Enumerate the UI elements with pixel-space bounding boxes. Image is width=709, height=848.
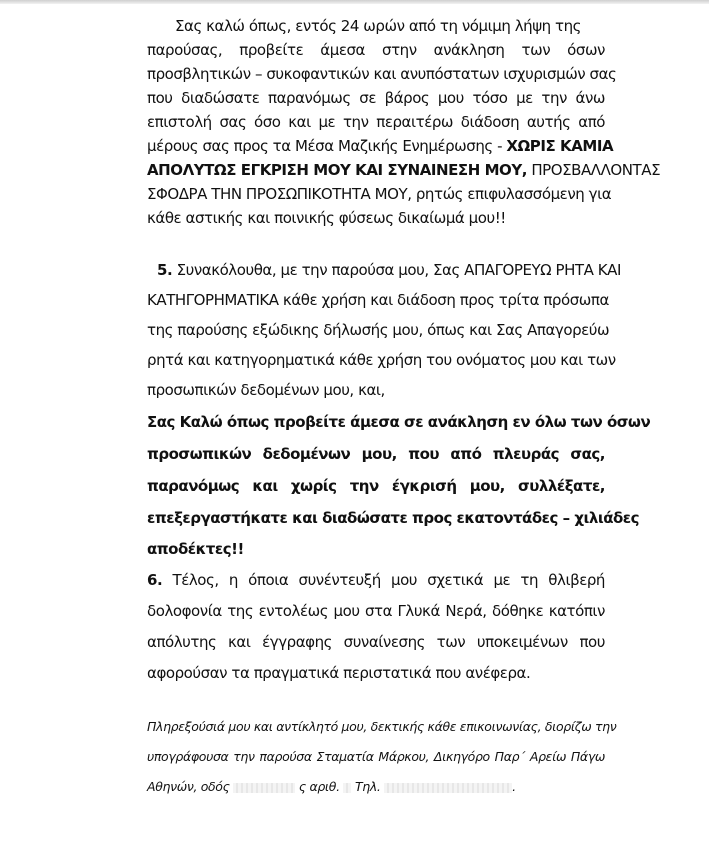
text-line [157, 261, 621, 279]
address-label: Αθηνών, οδός [147, 779, 230, 794]
number-label: ς αριθ. [298, 779, 340, 794]
section-number: 6. [147, 571, 163, 589]
redacted-phone [384, 783, 512, 793]
text-line [147, 137, 614, 155]
text-line [147, 779, 605, 794]
text-line: αποδέκτες!! [147, 540, 244, 558]
text-line: προσβλητικών – συκοφαντικών και ανυπόστατων ισχυρισμών σας [147, 65, 617, 83]
text-line: Σας καλώ όπως, εντός 24 ωρών από τη νόμιμη λήψη της [175, 17, 582, 35]
text-line: προσωπικών δεδομένων μου, και, [147, 381, 385, 399]
text-run: Τέλος, η όποια συνέντευξή μου σχετικά με τη θλιβερή [162, 571, 605, 589]
text-line: αφορούσαν τα πραγματικά περιστατικά που ανέφερα. [147, 664, 531, 682]
text-line: απόλυτης και έγγραφης συναίνεσης των υποκειμένων που [147, 633, 605, 651]
phone-label: Τηλ. [354, 779, 381, 794]
text-line: παρούσας, προβείτε άμεσα στην ανάκληση των όσων [147, 41, 605, 59]
text-line: υπογράφουσα την παρούσα Σταματία Μάρκου, Δικηγόρο Παρ΄ Αρείω Πάγω [147, 749, 605, 764]
bold-text-run: ΧΩΡΙΣ ΚΑΜΙΑ [506, 137, 614, 155]
section-number: 5. [157, 261, 173, 279]
top-edge-shadow [0, 0, 709, 4]
text-run: ΠΡΟΣΒΑΛΛΟΝΤΑΣ [527, 161, 661, 179]
text-run: μέρους σας προς τα Μέσα Μαζικής Ενημέρωσης - [147, 137, 507, 155]
text-line: δολοφονία της εντολέως μου στα Γλυκά Νερά, δόθηκε κατόπιν [147, 602, 605, 620]
text-line: Σας Καλώ όπως προβείτε άμεσα σε ανάκληση εν όλω των όσων [147, 413, 651, 431]
text-run: Συνακόλουθα, με την παρούσα μου, Σας ΑΠΑΓΟΡΕΥΩ ΡΗΤΑ ΚΑΙ [172, 261, 621, 279]
text-line [147, 161, 661, 179]
line-end-period: . [512, 779, 516, 794]
text-line: της παρούσης εξώδικης δήλωσής μου, όπως και Σας Απαγορεύω [147, 321, 610, 339]
text-line: επεξεργαστήκατε και διαδώσατε προς εκατοντάδες – χιλιάδες [147, 509, 640, 527]
redacted-number [343, 783, 351, 793]
text-line: Πληρεξούσιά μου και αντίκλητό μου, δεκτικής κάθε επικοινωνίας, διορίζω την [147, 719, 617, 734]
text-line: κάθε αστικής και ποινικής φύσεως δικαίωμά μου!! [147, 209, 506, 227]
redacted-street [233, 783, 295, 793]
bold-text-run: ΑΠΟΛΥΤΩΣ ΕΓΚΡΙΣΗ ΜΟΥ ΚΑΙ ΣΥΝΑΙΝΕΣΗ ΜΟΥ, [147, 161, 528, 179]
text-line: που διαδώσατε παρανόμως σε βάρος μου τόσο με την άνω [147, 89, 605, 107]
text-line: ΣΦΟΔΡΑ ΤΗΝ ΠΡΟΣΩΠΙΚΟΤΗΤΑ ΜΟΥ, ρητώς επιφυλασσόμενη για [147, 185, 612, 203]
text-line: προσωπικών δεδομένων μου, που από πλευράς σας, [147, 445, 605, 463]
text-line: ρητά και κατηγορηματικά κάθε χρήση του ονόματος μου και των [147, 351, 616, 369]
text-line [147, 571, 605, 589]
text-line: ΚΑΤΗΓΟΡΗΜΑΤΙΚΑ κάθε χρήση και διάδοση προς τρίτα πρόσωπα [147, 291, 609, 309]
text-line: παρανόμως και χωρίς την έγκρισή μου, συλλέξατε, [147, 477, 605, 495]
text-line: επιστολή σας όσο και με την περαιτέρω διάδοση αυτής από [147, 113, 605, 131]
